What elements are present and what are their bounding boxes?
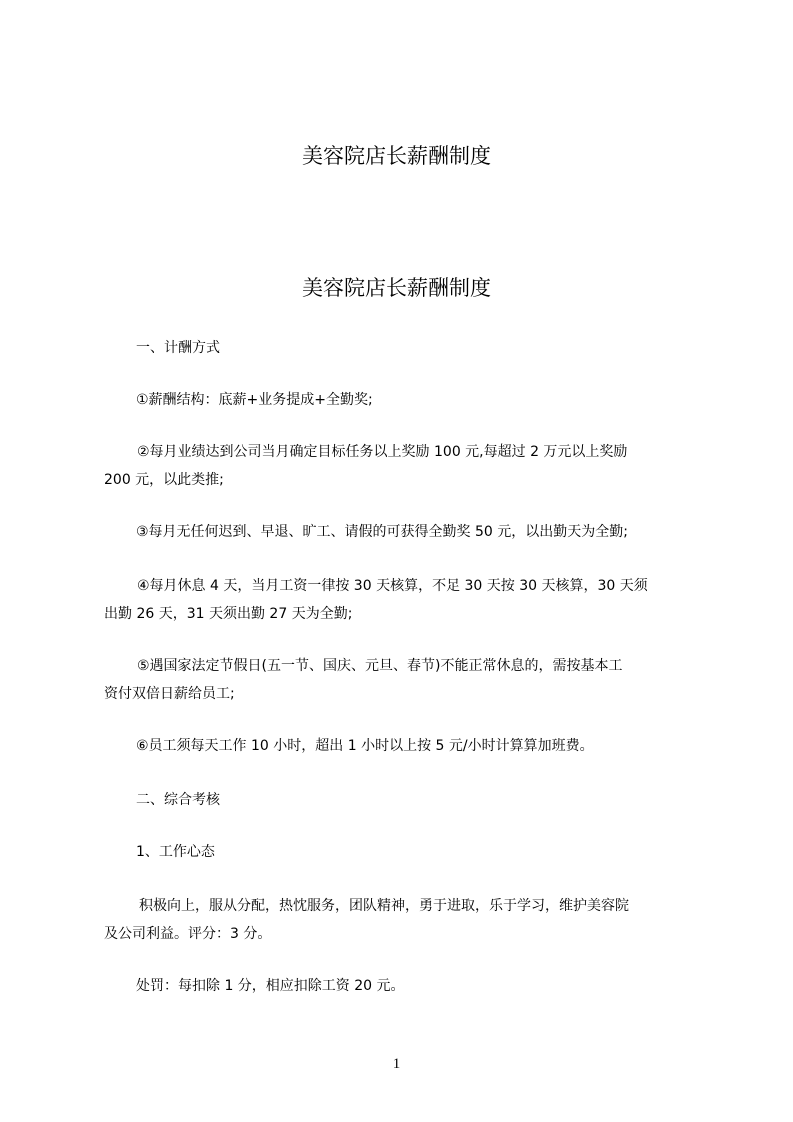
paragraph-work-attitude — [104, 892, 702, 948]
paragraph-overtime: ⑥员工须每天工作 10 小时，超出 1 小时以上按 5 元/小时计算算加班费。 — [136, 738, 594, 754]
subsection-heading-work-attitude: 1、工作心态 — [136, 844, 215, 860]
cover-title: 美容院店长薪酬制度 — [302, 144, 491, 168]
paragraph-line: 资付双倍日薪给员工; — [104, 686, 235, 702]
paragraph-line: ④每月休息 4 天，当月工资一律按 30 天核算，不足 30 天按 30 天核算，30 天须 — [137, 578, 648, 594]
paragraph-line: ⑤遇国家法定节假日(五一节、国庆、元旦、春节)不能正常休息的，需按基本工 — [137, 658, 623, 674]
paragraph-attendance-bonus: ③每月无任何迟到、早退、旷工、请假的可获得全勤奖 50 元，以出勤天为全勤; — [136, 524, 628, 540]
paragraph-line: 及公司利益。评分：3 分。 — [104, 926, 272, 942]
paragraph-holiday-pay — [104, 652, 702, 708]
paragraph-penalty: 处罚：每扣除 1 分，相应扣除工资 20 元。 — [136, 978, 405, 994]
paragraph-salary-structure: ①薪酬结构：底薪+业务提成+全勤奖; — [136, 392, 373, 408]
section-heading-assessment: 二、综合考核 — [136, 792, 220, 808]
paragraph-performance-bonus — [104, 438, 702, 494]
paragraph-rest-days — [104, 572, 702, 628]
paragraph-line: 积极向上，服从分配，热忱服务，团队精神，勇于进取，乐于学习，维护美容院 — [139, 898, 629, 914]
document-title: 美容院店长薪酬制度 — [302, 276, 491, 300]
section-heading-pay-method: 一、计酬方式 — [136, 340, 220, 356]
page-number: 1 — [392, 1056, 401, 1072]
paragraph-line: 出勤 26 天，31 天须出勤 27 天为全勤; — [104, 606, 353, 622]
paragraph-line: ②每月业绩达到公司当月确定目标任务以上奖励 100 元,每超过 2 万元以上奖励 — [137, 444, 628, 460]
paragraph-line: 200 元，以此类推; — [104, 472, 224, 488]
